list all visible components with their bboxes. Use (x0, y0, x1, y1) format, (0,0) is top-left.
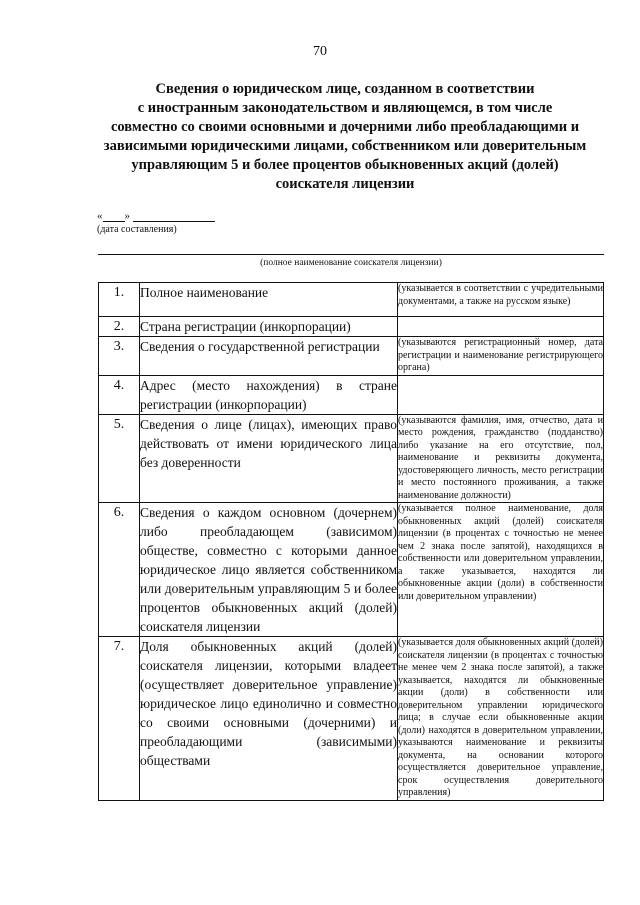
title-line: совместно со своими основными и дочерними либо преобладающими и (110, 119, 580, 135)
table-row (99, 503, 604, 637)
row-number: 3. (99, 337, 140, 376)
document-title (90, 80, 600, 194)
row-field-note (398, 375, 604, 414)
row-field-note: (указывается доля обыкновенных акций (долей) соискателя лицензии (в процентах с точностью не менее чем 2 знака после запятой), а также указывается, находятся ли обыкновенные акции (доли) в собственности или доверительном управлении юридического лица; в случае если обыкновенные акции (доли) находятся в доверительном управлении, указываются наименование и реквизиты документа, на основании которого осуществляется доверительное управление, срок осуществления доверительного управления) (398, 637, 603, 798)
row-field-name: Страна регистрации (инкорпорации) (140, 317, 398, 337)
row-number: 7. (99, 637, 140, 801)
row-field-note: (указывается полное наименование, доля обыкновенных акций (долей) соискателя лицензии (в процентах с точностью не менее чем 2 знака после запятой), находящихся в собственности или доверительном управлении, а также указывается, находятся ли обыкновенные акции (доли) в собственности или доверительном управлении) (398, 503, 604, 637)
row-field-name: Адрес (место нахождения) в стране регистрации (инкорпорации) (140, 375, 398, 414)
table-row (99, 283, 604, 317)
row-number: 6. (99, 503, 140, 637)
table-row (99, 414, 604, 503)
applicant-name-line (98, 254, 604, 255)
row-field-name: Сведения о каждом основном (дочернем) либо преобладающем (зависимом) обществе, совместно с которыми данное юридическое лицо является собственником или доверительным управляющим 5 и более процентов обыкновенных акций (долей) соискателя лицензии (140, 503, 398, 637)
applicant-name-caption: (полное наименование соискателя лицензии) (260, 258, 442, 268)
table-row (99, 375, 604, 414)
date-blank-line (97, 210, 215, 222)
page-number: 70 (313, 44, 327, 59)
row-field-note: (указываются фамилия, имя, отчество, дата и место рождения, гражданство (подданство) либо указание на его отсутствие, пол, наименование и реквизиты документа, удостоверяющего личность, место регистрации и место постоянного проживания, а также наименование должности) (398, 414, 603, 501)
row-field-note: (указывается в соответствии с учредительными документами, а также на русском языке) (398, 283, 604, 317)
title-line: Сведения о юридическом лице, созданном в соответствии (155, 81, 535, 97)
row-field-note: (указываются регистрационный номер, дата регистрации и наименование регистрирующего органа) (398, 337, 603, 373)
row-field-name: Доля обыкновенных акций (долей) соискателя лицензии, которыми владеет (осуществляет доверительное управление) юридическое лицо единолично и совместно со своими основными (дочерними) и преобладающими (зависимыми) обществами (140, 637, 398, 801)
row-number: 1. (99, 283, 140, 317)
title-line: управляющим 5 и более процентов обыкновенных акций (долей) (131, 157, 559, 173)
title-line: с иностранным законодательством и являющемся, в том числе (137, 100, 553, 116)
row-field-note (398, 317, 604, 337)
table-row (99, 637, 604, 801)
info-table (98, 282, 604, 801)
row-field-name: Сведения о лице (лицах), имеющих право действовать от имени юридического лица без доверенности (140, 414, 398, 503)
date-field (97, 210, 215, 235)
date-close-quote: » (124, 210, 130, 222)
date-caption: (дата составления) (97, 224, 177, 235)
row-number: 2. (99, 317, 140, 337)
title-line: зависимыми юридическими лицами, собственником или доверительным (103, 138, 587, 154)
date-open-quote: « (97, 210, 103, 222)
row-field-name: Сведения о государственной регистрации (140, 337, 398, 376)
row-number: 4. (99, 375, 140, 414)
title-line: соискателя лицензии (275, 176, 415, 192)
table-row (99, 337, 604, 376)
row-field-name: Полное наименование (140, 283, 398, 317)
row-number: 5. (99, 414, 140, 503)
table-row (99, 317, 604, 337)
